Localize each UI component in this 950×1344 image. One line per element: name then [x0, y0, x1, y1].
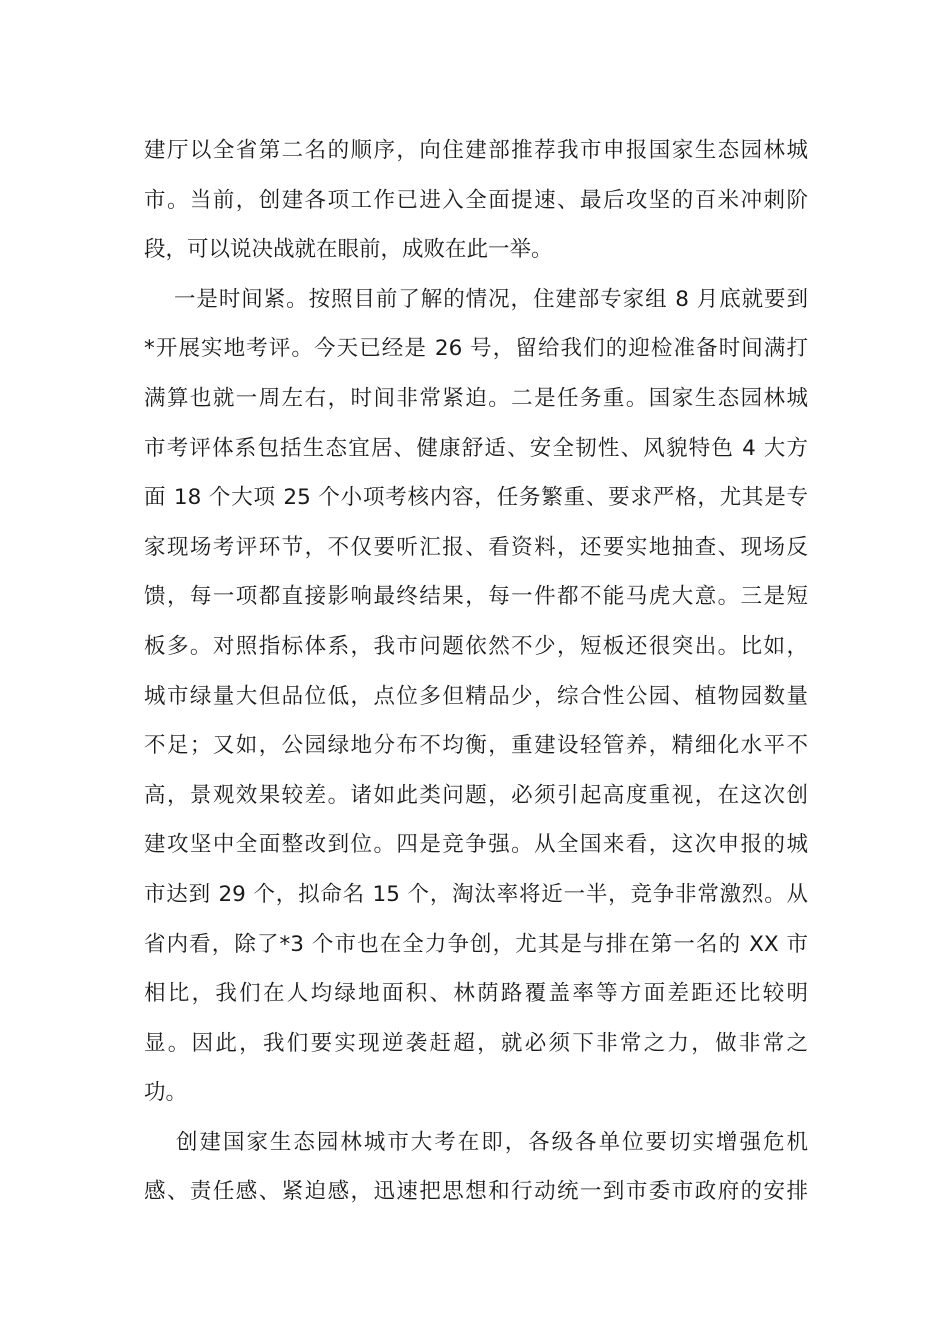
text-line: 馈，每一项都直接影响最终结果，每一件都不能马虎大意。三是短	[144, 584, 808, 610]
text-line: 家现场考评环节，不仅要听汇报、看资料，还要实地抽查、现场反	[144, 534, 808, 560]
text-line: 市考评体系包括生态宜居、健康舒适、安全韧性、风貌特色 4 大方	[144, 435, 808, 461]
text-line: 市。当前，创建各项工作已进入全面提速、最后攻坚的百米冲刺阶	[144, 187, 808, 213]
text-line: 感、责任感、紧迫感，迅速把思想和行动统一到市委市政府的安排	[144, 1179, 808, 1205]
text-line: 段，可以说决战就在眼前，成败在此一举。	[144, 237, 553, 263]
text-line: 不足；又如，公园绿地分布不均衡，重建设轻管养，精细化水平不	[144, 733, 808, 759]
text-line: 显。因此，我们要实现逆袭赶超，就必须下非常之力，做非常之	[144, 1030, 808, 1056]
text-line: 满算也就一周左右，时间非常紧迫。二是任务重。国家生态园林城	[144, 385, 808, 411]
text-line: *开展实地考评。今天已经是 26 号，留给我们的迎检准备时间满打	[144, 336, 808, 362]
body-text	[144, 126, 808, 1217]
text-line: 高，景观效果较差。诸如此类问题，必须引起高度重视，在这次创	[144, 782, 808, 808]
text-line: 相比，我们在人均绿地面积、林荫路覆盖率等方面差距还比较明	[144, 981, 808, 1007]
text-line: 市达到 29 个，拟命名 15 个，淘汰率将近一半，竞争非常激烈。从	[144, 881, 808, 907]
text-line: 创建国家生态园林城市大考在即，各级各单位要切实增强危机	[176, 1129, 808, 1155]
text-line: 一是时间紧。按照目前了解的情况，住建部专家组 8 月底就要到	[174, 286, 808, 312]
text-line: 省内看，除了*3 个市也在全力争创，尤其是与排在第一名的 XX 市	[144, 931, 808, 957]
text-line: 建厅以全省第二名的顺序，向住建部推荐我市申报国家生态园林城	[144, 138, 808, 163]
text-line: 面 18 个大项 25 个小项考核内容，任务繁重、要求严格，尤其是专	[144, 485, 808, 511]
text-line: 城市绿量大但品位低，点位多但精品少，综合性公园、植物园数量	[144, 683, 808, 709]
text-line: 建攻坚中全面整改到位。四是竞争强。从全国来看，这次申报的城	[144, 832, 808, 858]
text-line: 板多。对照指标体系，我市问题依然不少，短板还很突出。比如，	[144, 633, 808, 659]
text-line: 功。	[144, 1080, 188, 1106]
